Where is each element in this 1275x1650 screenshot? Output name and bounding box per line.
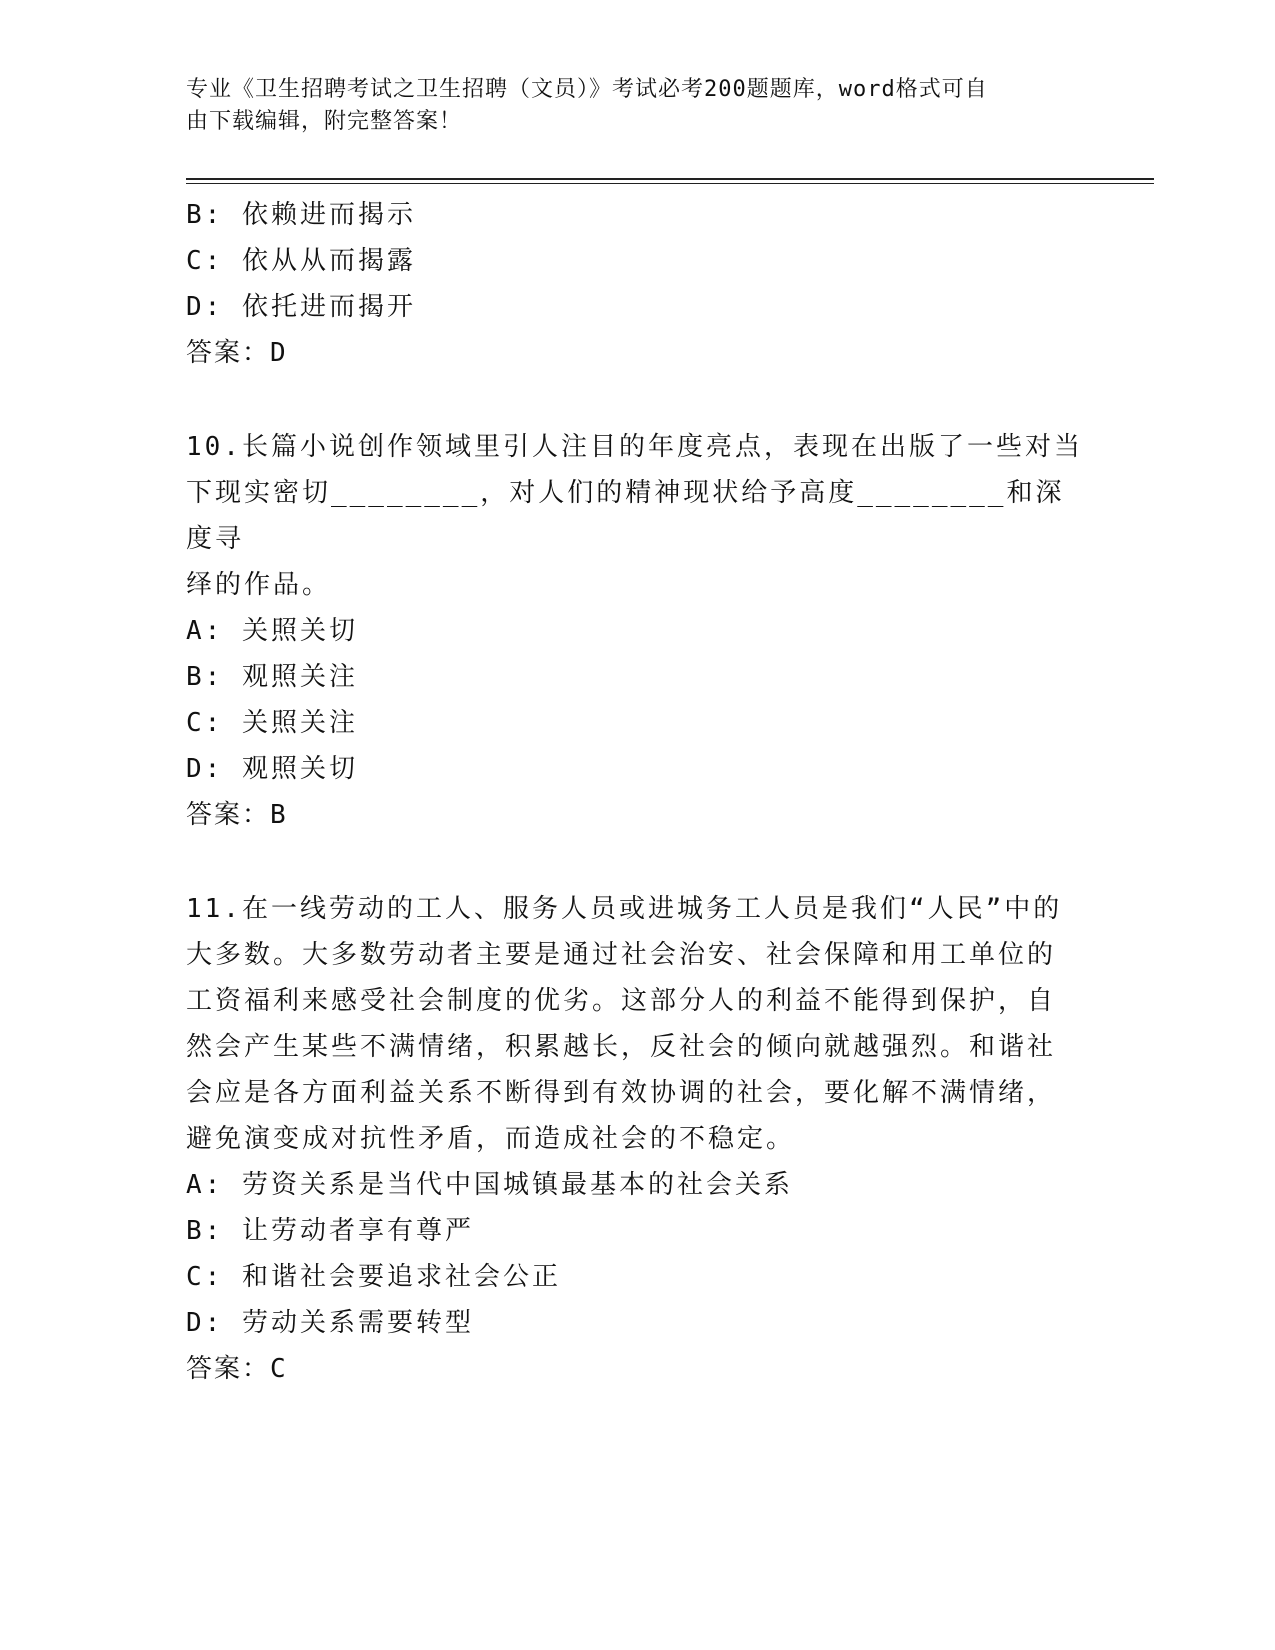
- question-stem-line: 下现实密切________，对人们的精神现状给予高度________和深度寻: [186, 478, 1065, 554]
- answer-label: 答案：: [186, 338, 271, 368]
- option-a: A: 劳资关系是当代中国城镇最基本的社会关系: [186, 1170, 793, 1200]
- question-10: [186, 424, 1086, 838]
- question-stem-line: 绎的作品。: [186, 570, 332, 600]
- question-9-continued: [186, 192, 1086, 376]
- answer-value: C: [270, 1354, 289, 1384]
- answer-label: 答案：: [186, 800, 271, 830]
- question-stem-line: 11.在一线劳动的工人、服务人员或进城务工人员是我们“人民”中的: [186, 894, 1063, 924]
- option-a: A: 关照关切: [186, 616, 358, 646]
- header-line-1: 专业《卫生招聘考试之卫生招聘（文员）》考试必考200题题库，word格式可自: [186, 77, 988, 102]
- option-d: D: 依托进而揭开: [186, 292, 416, 322]
- header-line-2: 由下载编辑，附完整答案！: [186, 109, 463, 134]
- question-stem-line: 避免演变成对抗性矛盾，而造成社会的不稳定。: [186, 1124, 796, 1154]
- answer-value: B: [270, 800, 289, 830]
- header-divider: [186, 178, 1154, 184]
- question-stem-line: 然会产生某些不满情绪，积累越长，反社会的倾向就越强烈。和谐社: [186, 1032, 1057, 1062]
- option-d: D: 观照关切: [186, 754, 358, 784]
- option-c: C: 关照关注: [186, 708, 358, 738]
- answer-value: D: [270, 338, 289, 368]
- question-list: [186, 192, 1086, 1392]
- answer-line: [186, 792, 1086, 838]
- question-stem-line: 工资福利来感受社会制度的优劣。这部分人的利益不能得到保护，自: [186, 986, 1057, 1016]
- option-b: B: 观照关注: [186, 662, 358, 692]
- document-header: [186, 74, 1086, 138]
- option-b: B: 让劳动者享有尊严: [186, 1216, 474, 1246]
- option-c: C: 依从从而揭露: [186, 246, 416, 276]
- question-stem-line: 会应是各方面利益关系不断得到有效协调的社会，要化解不满情绪，: [186, 1078, 1057, 1108]
- option-b: B: 依赖进而揭示: [186, 200, 416, 230]
- option-d: D: 劳动关系需要转型: [186, 1308, 474, 1338]
- answer-line: [186, 330, 1086, 376]
- question-11: [186, 886, 1086, 1392]
- question-stem-line: 10.长篇小说创作领域里引人注目的年度亮点，表现在出版了一些对当: [186, 432, 1083, 462]
- answer-line: [186, 1346, 1086, 1392]
- question-stem-line: 大多数。大多数劳动者主要是通过社会治安、社会保障和用工单位的: [186, 940, 1057, 970]
- option-c: C: 和谐社会要追求社会公正: [186, 1262, 561, 1292]
- answer-label: 答案：: [186, 1354, 271, 1384]
